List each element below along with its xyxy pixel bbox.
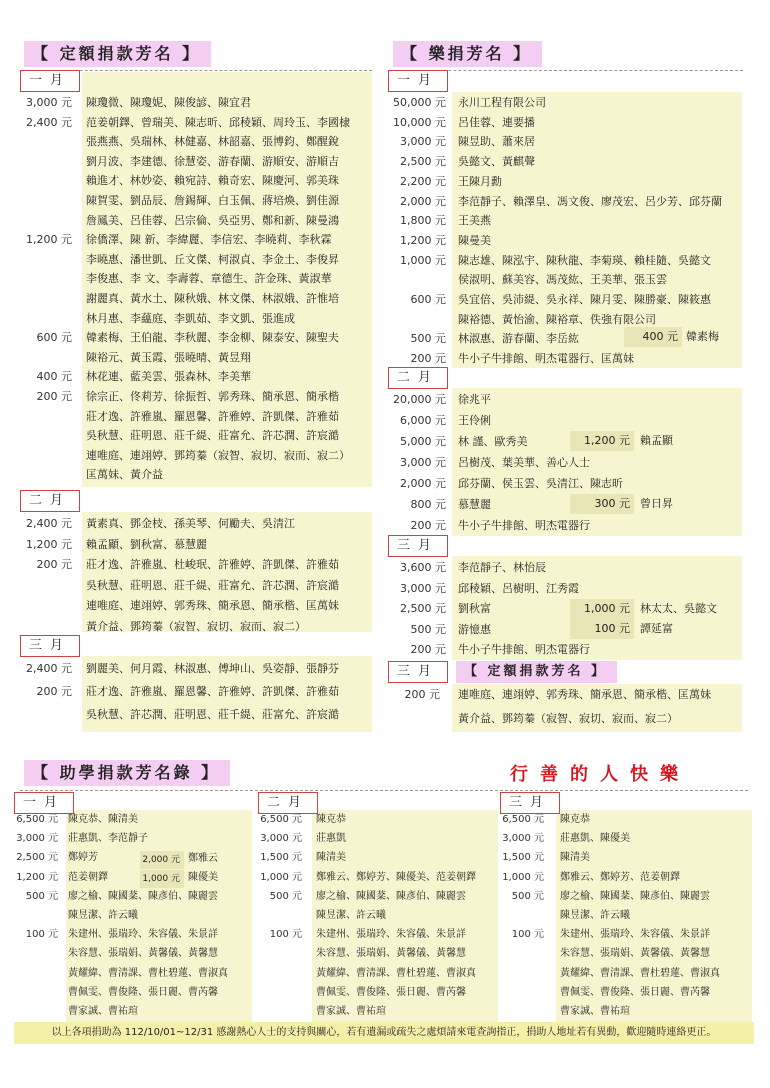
extra-amount: 1,200 元 [570, 431, 634, 451]
donor-names: 永川工程有限公司 [458, 96, 546, 109]
donor-names: 游憶惠 [458, 622, 491, 636]
donation-amount: 200 元 [410, 643, 446, 656]
donor-names: 侯淑明、蘇美容、馮茂紘、王美華、張玉雲 [458, 273, 667, 287]
donor-names: 黃介益、鄧筠蓁（寂智、寂切、寂而、寂二） [86, 619, 306, 633]
donor-names: 陳昱潔、許云曦 [316, 910, 386, 921]
donor-names: 黃介益、鄧筠蓁（寂智、寂切、寂而、寂二） [458, 712, 678, 725]
extra-amount: 1,000 元 [570, 599, 634, 619]
donor-names: 呂樹茂、葉美華、善心人士 [458, 456, 590, 469]
donor-names: 陳昱助、蕭來居 [458, 135, 535, 149]
footer-note: 以上各項捐助為 112/10/01~12/31 感謝熱心人士的支持與關心，若有遺漏或疏失之處煩請來電查詢指正，捐助人地址若有異動，歡迎隨時連絡更正。 [14, 1022, 754, 1044]
donation-amount: 1,000 元 [260, 871, 302, 883]
fixed-donation-small-heading: 【 定額捐款芳名 】 [456, 661, 617, 683]
donor-names: 李曉惠、潘世凱、丘文傑、柯淑貞、李金土、李俊昇 [86, 252, 339, 266]
donation-amount: 1,200 元 [16, 871, 58, 883]
donation-amount: 500 元 [269, 890, 302, 902]
donation-amount: 50,000 元 [393, 96, 446, 109]
donor-names: 詹鳳美、呂佳蓉、呂宗倫、吳亞男、鄭和新、陳曼鴻 [86, 213, 339, 227]
donor-names: 林 謹、歐秀美 [458, 435, 528, 448]
donation-amount: 3,000 元 [260, 833, 302, 845]
donor-names: 李范靜子、賴澤皇、馮文俊、廖茂宏、呂少芳、邱芬蘭 [458, 194, 722, 208]
donation-amount: 3,000 元 [502, 833, 544, 845]
donor-names: 劉秋富 [458, 602, 491, 615]
donation-amount: 3,000 元 [400, 456, 446, 469]
donor-names: 陳克恭 [560, 814, 590, 825]
extra-donor: 譚延富 [640, 622, 673, 635]
donor-names: 王伶俐 [458, 414, 491, 427]
donor-names: 連唯庭、連翊婷、郭秀珠、簡承恩、簡承楷、匡萬妹 [86, 599, 339, 612]
donor-names: 徐僑澤、陳 新、李緯麗、李信宏、李曉莉、李秋霖 [86, 233, 332, 247]
donor-names: 劉麗美、何月霞、林淑惠、傅坤山、吳姿靜、張靜芬 [86, 662, 339, 675]
donation-amount: 1,800 元 [400, 214, 446, 228]
donor-names: 徐兆平 [458, 393, 491, 406]
donation-amount: 2,400 元 [26, 662, 72, 675]
donation-amount: 6,500 元 [502, 814, 544, 825]
donation-amount: 1,000 元 [400, 253, 446, 267]
donor-names: 廖之榆、陳國棻、陳彥伯、陳麗雲 [68, 890, 218, 902]
donor-names: 莊才逸、許雅嵐、羅恩馨、許雅婷、許凱傑、許雅茹 [86, 409, 339, 423]
donor-names: 匡萬妹、黃介益 [86, 468, 163, 482]
extra-amount: 400 元 [624, 327, 682, 347]
donor-names: 陳清美 [560, 852, 590, 864]
donation-amount: 3,000 元 [400, 581, 446, 595]
donor-names: 朱建州、張瑞玲、朱容儀、朱景詳 [68, 929, 218, 941]
donation-amount: 3,000 元 [16, 833, 58, 845]
donor-names: 廖之榆、陳國棻、陳彥伯、陳麗雲 [560, 890, 710, 902]
donor-names: 陳瓊微、陳瓊妮、陳俊諺、陳宜君 [86, 96, 251, 109]
month-tab-feb: 二月 [388, 367, 448, 389]
donor-names: 賴孟顯、劉秋富、慕慧麗 [86, 537, 207, 551]
donor-names: 邱稜穎、呂樹明、江秀霞 [458, 581, 579, 595]
donor-names: 范姜朝鐸 [68, 871, 108, 883]
slogan-title: 行善的人快樂 [510, 764, 690, 785]
donation-amount: 800 元 [410, 498, 446, 511]
donor-names: 莊惠凱、陳優美 [560, 833, 630, 845]
donation-amount: 3,000 元 [400, 135, 446, 149]
donor-names: 牛小子牛排館、明杰電器行、匡萬妹 [458, 352, 634, 366]
donor-names: 曹家誠、曹祐瑄 [68, 1006, 138, 1017]
donor-names: 黃耀緯、曹清課、曹杜碧蓮、曹淑真 [316, 967, 476, 979]
donor-names: 莊才逸、許雅嵐、羅恩馨、許雅婷、許凱傑、許雅茹 [86, 685, 339, 698]
month-tab-feb: 二月 [258, 792, 318, 814]
month-tab-mar: 三月 [20, 635, 80, 657]
donor-names: 牛小子牛排館、明杰電器行 [458, 643, 590, 656]
donor-names: 王美燕 [458, 214, 491, 228]
donor-names: 朱容慧、張瑞娟、黃馨儀、黃馨慧 [560, 948, 710, 960]
month-tab-jan: 一月 [20, 70, 80, 92]
donor-names: 陳克恭、陳清美 [68, 814, 138, 825]
donation-amount: 6,000 元 [400, 414, 446, 427]
donor-names: 朱建州、張瑞玲、朱容儀、朱景詳 [560, 929, 710, 941]
donation-amount: 200 元 [410, 352, 446, 366]
donation-amount: 2,400 元 [26, 115, 72, 129]
donor-names: 陳昱潔、許云曦 [68, 910, 138, 921]
extra-amount: 100 元 [570, 619, 634, 639]
donation-amount: 200 元 [404, 688, 440, 701]
donor-names: 呂佳蓉、連要播 [458, 115, 535, 129]
donor-names: 吳秋慧、莊明恩、莊千緹、莊富允、許芯潤、許宸澔 [86, 429, 339, 443]
donation-amount: 1,200 元 [400, 233, 446, 247]
month-tab-mar: 三月 [500, 792, 560, 814]
donation-amount: 1,200 元 [26, 537, 72, 551]
donor-names: 朱容慧、張瑞娟、黃馨儀、黃馨慧 [68, 948, 218, 960]
donor-names: 廖之榆、陳國棻、陳彥伯、陳麗雲 [316, 890, 466, 902]
donor-names: 邱芬蘭、侯玉雲、吳清江、陳志昕 [458, 477, 623, 490]
donor-names: 鄭雅云、鄭婷芳、范姜朝鐸 [560, 871, 680, 883]
donor-names: 鄭婷芳 [68, 852, 98, 864]
donor-names: 陳賀雯、劉品辰、詹錫輝、白玉佩、蔣培煥、劉佳源 [86, 194, 339, 207]
donor-names: 連唯庭、連翊婷、郭秀珠、簡承恩、簡承楷、匡萬妹 [458, 688, 711, 701]
donor-names: 朱容慧、張瑞娟、黃馨儀、黃馨慧 [316, 948, 466, 960]
donation-amount: 10,000 元 [393, 115, 446, 129]
donation-amount: 1,500 元 [502, 852, 544, 864]
extra-amount: 300 元 [570, 494, 634, 514]
donor-names: 韓素梅、王伯龍、李秋麗、李金柳、陳泰安、陳聖夫 [86, 331, 339, 345]
donor-names: 陳裕德、黃怡渝、陳裕章、佚強有限公司 [458, 312, 656, 326]
donation-amount: 200 元 [36, 685, 72, 698]
donor-names: 曹佩雯、曹俊隆、張日麗、曹芮馨 [316, 986, 466, 998]
donor-names: 陳曼美 [458, 233, 491, 247]
extra-donor: 曾日昇 [640, 497, 673, 510]
donor-names: 莊惠凱 [316, 833, 346, 845]
donor-names: 陳裕元、黃玉霞、張曉晴、黃昱翔 [86, 350, 251, 364]
donor-names: 曹家誠、曹祐瑄 [560, 1006, 630, 1017]
donation-amount: 600 元 [410, 293, 446, 306]
donation-amount: 2,200 元 [400, 174, 446, 188]
donor-names: 范姜朝鐸、曾瑞美、陳志昕、邱稜穎、周玲玉、李國棣 [86, 115, 350, 129]
donor-names: 陳克恭 [316, 814, 346, 825]
extra-donor: 賴孟顯 [640, 434, 673, 447]
fixed-donation-heading: 【 定額捐款芳名 】 [24, 41, 211, 67]
donor-names: 林花連、藍美雲、張森林、李美華 [86, 370, 251, 384]
extra-donor: 陳優美 [188, 872, 218, 883]
donor-names: 吳懿文、黃麒聲 [458, 155, 535, 169]
donation-amount: 400 元 [36, 370, 72, 384]
donation-amount: 600 元 [36, 331, 72, 345]
donor-names: 黃素真、鄧金枝、孫美琴、何勵夫、吳清江 [86, 517, 295, 530]
extra-donor: 鄭雅云 [188, 853, 218, 864]
donor-names: 莊才逸、許雅嵐、杜峻珉、許雅婷、許凱傑、許雅茹 [86, 558, 339, 571]
donation-amount: 6,500 元 [16, 814, 58, 825]
donor-names: 朱建州、張瑞玲、朱容儀、朱景詳 [316, 929, 466, 941]
donor-names: 曹佩雯、曹俊隆、張日麗、曹芮馨 [560, 986, 710, 998]
donation-amount: 2,400 元 [26, 517, 72, 530]
donation-amount: 2,000 元 [400, 194, 446, 208]
music-donation-heading: 【 樂捐芳名 】 [393, 41, 542, 67]
donation-amount: 6,500 元 [260, 814, 302, 825]
donation-amount: 2,500 元 [400, 602, 446, 615]
donor-names: 陳志雄、陳泓宇、陳秋龍、李菊瑛、賴桂隨、吳懿文 [458, 253, 711, 267]
extra-amount: 2,000 元 [140, 851, 184, 869]
donor-names: 陳昱潔、許云曦 [560, 910, 630, 921]
donor-names: 陳清美 [316, 852, 346, 864]
donor-names: 劉月波、李建德、徐慧姿、游春蘭、游順安、游順吉 [86, 154, 339, 168]
donor-names: 曹家誠、曹祐瑄 [316, 1006, 386, 1017]
donation-amount: 200 元 [410, 519, 446, 532]
donor-names: 謝麗真、黃水土、陳秋娥、林文傑、林淑娥、許惟培 [86, 292, 339, 305]
donor-names: 賴進才、林妙姿、賴宛詩、賴奇宏、陳慶河、郭美珠 [86, 174, 339, 188]
month-tab-mar: 三月 [388, 661, 448, 683]
donor-names: 連唯庭、連翊婷、鄧筠蓁（寂智、寂切、寂而、寂二） [86, 448, 350, 462]
donation-amount: 3,000 元 [26, 96, 72, 109]
donation-amount: 5,000 元 [400, 435, 446, 448]
donation-amount: 500 元 [511, 890, 544, 902]
donation-amount: 100 元 [269, 929, 302, 941]
donor-names: 李范靜子、林怡辰 [458, 561, 546, 574]
donor-names: 徐宗正、佟莉芳、徐振哲、郭秀珠、簡承恩、簡承楷 [86, 390, 339, 403]
donation-amount: 500 元 [410, 332, 446, 346]
month-tab-mar: 三月 [388, 535, 448, 557]
donor-names: 張燕燕、吳瑞林、林健嘉、林韶嘉、張博鈞、鄭醒銳 [86, 135, 339, 149]
donor-names: 吳秋慧、莊明恩、莊千緹、莊富允、許芯潤、許宸澔 [86, 578, 339, 592]
donor-names: 牛小子牛排館、明杰電器行 [458, 519, 590, 532]
donation-amount: 500 元 [25, 890, 58, 902]
donation-amount: 20,000 元 [393, 393, 446, 406]
donor-names: 曹佩雯、曹俊隆、張日麗、曹芮馨 [68, 986, 218, 998]
donor-names: 林淑惠、游春蘭、李岳紘 [458, 332, 579, 346]
month-tab-feb: 二月 [20, 490, 80, 512]
month-tab-jan: 一月 [388, 70, 448, 92]
donation-amount: 3,600 元 [400, 561, 446, 574]
donation-amount: 1,000 元 [502, 871, 544, 883]
donor-names: 吳宜倍、吳沛緹、吳永祥、陳月雯、陳勝豪、陳筱惠 [458, 293, 711, 306]
donor-names: 黃耀緯、曹清課、曹杜碧蓮、曹淑真 [560, 967, 720, 979]
month-tab-jan: 一月 [14, 792, 74, 814]
donor-names: 慕慧麗 [458, 498, 491, 511]
donation-amount: 2,500 元 [16, 852, 58, 864]
donor-names: 吳秋慧、許芯潤、莊明恩、莊千緹、莊富允、許宸澔 [86, 708, 339, 721]
donation-amount: 2,000 元 [400, 477, 446, 490]
donation-amount: 200 元 [36, 558, 72, 571]
extra-donor: 林太太、吳懿文 [640, 602, 717, 615]
donor-names: 李俊惠、李 文、李壽蓉、章德生、許金珠、黃淑華 [86, 272, 332, 286]
extra-amount: 1,000 元 [140, 870, 184, 888]
donor-names: 莊惠凱、李范靜子 [68, 833, 148, 845]
divider [20, 790, 748, 791]
scholarship-heading: 【 助學捐款芳名錄 】 [24, 760, 230, 786]
donor-names: 黃耀緯、曹清課、曹杜碧蓮、曹淑真 [68, 967, 228, 979]
donation-amount: 500 元 [410, 622, 446, 636]
donation-amount: 100 元 [511, 929, 544, 941]
donor-names: 鄭雅云、鄭婷芳、陳優美、范姜朝鐸 [316, 871, 476, 883]
donor-names: 林月惠、李蘊庭、李凱茹、李文凱、張進成 [86, 311, 295, 325]
donation-amount: 2,500 元 [400, 155, 446, 169]
donation-amount: 1,500 元 [260, 852, 302, 864]
donation-amount: 200 元 [36, 390, 72, 403]
donor-names: 王陳月勳 [458, 174, 502, 188]
donation-amount: 1,200 元 [26, 233, 72, 247]
donation-amount: 100 元 [25, 929, 58, 941]
extra-donor: 韓素梅 [686, 330, 719, 343]
